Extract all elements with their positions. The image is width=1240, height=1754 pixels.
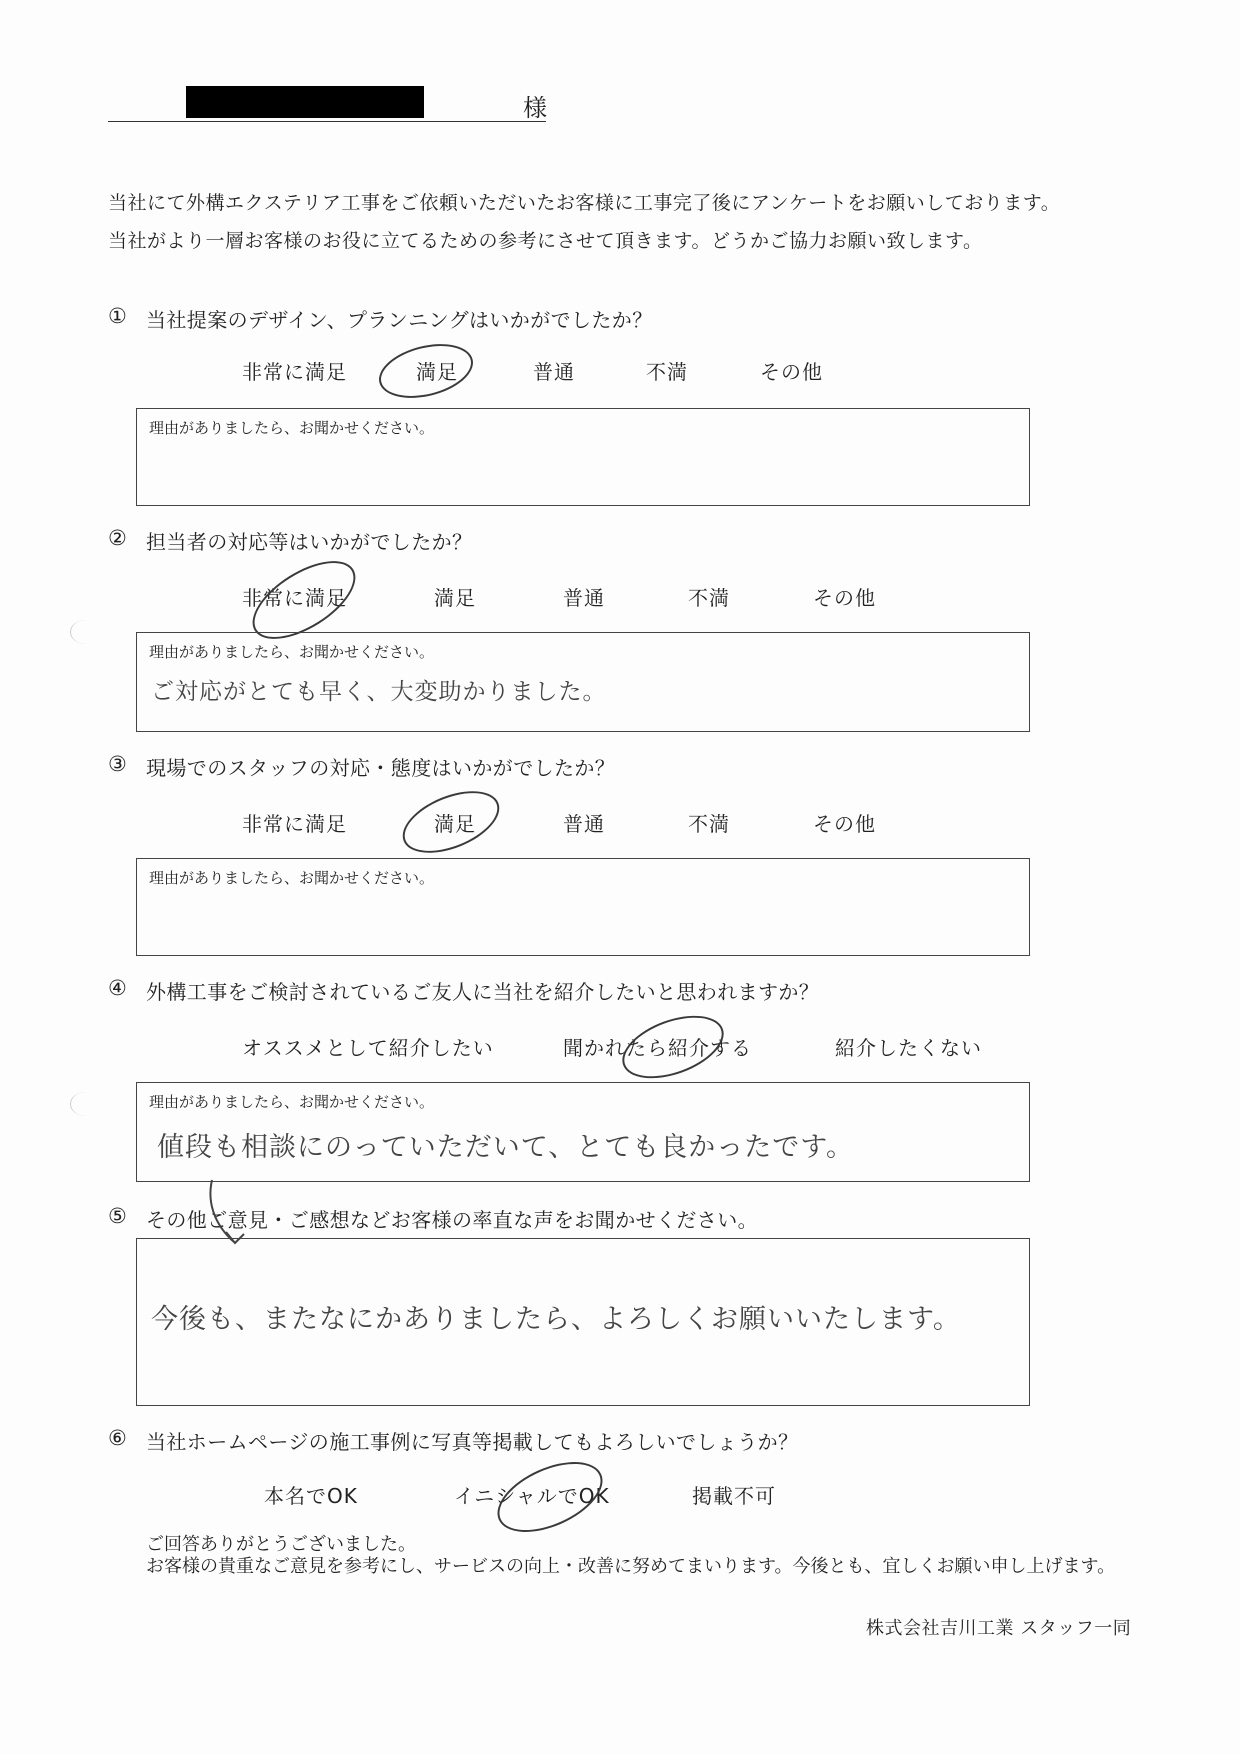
q3-question: 現場でのスタッフの対応・態度はいかがでしたか？ xyxy=(146,756,616,780)
q4-option-recommend[interactable]: オススメとして紹介したい xyxy=(242,1036,494,1060)
q6-option-initials[interactable]: イニシャルでOK xyxy=(454,1484,610,1508)
intro-line-2: 当社がより一層お客様のお役に立てるための参考にさせて頂きます。どうかご協力お願い致します。 xyxy=(108,230,983,252)
q1-selection-circle xyxy=(373,335,478,407)
closing-line-1: ご回答ありがとうございました。 xyxy=(146,1534,416,1555)
q3-reason-label: 理由がありましたら、お聞かせください。 xyxy=(149,869,435,887)
q5-question: その他ご意見・ご感想などお客様の率直な声をお聞かせください。 xyxy=(146,1208,758,1232)
q2-option-normal[interactable]: 普通 xyxy=(563,586,605,610)
q3-reason-box[interactable] xyxy=(136,858,1030,956)
q1-option-other[interactable]: その他 xyxy=(760,360,823,384)
scan-mark xyxy=(70,1092,101,1116)
q6-option-real-name[interactable]: 本名でOK xyxy=(264,1484,358,1508)
q1-option-dissatisfied[interactable]: 不満 xyxy=(646,360,688,384)
q2-option-satisfied[interactable]: 満足 xyxy=(434,586,476,610)
q2-option-very-satisfied[interactable]: 非常に満足 xyxy=(242,586,347,610)
q4-question: 外構工事をご検討されているご友人に当社を紹介したいと思われますか？ xyxy=(146,980,820,1004)
q3-option-satisfied[interactable]: 満足 xyxy=(434,812,476,836)
q4-reason-label: 理由がありましたら、お聞かせください。 xyxy=(149,1093,435,1111)
intro-line-1: 当社にて外構エクステリア工事をご依頼いただいたお客様に工事完了後にアンケートをお願いしております。 xyxy=(108,192,1061,214)
q6-number: ⑥ xyxy=(108,1426,127,1450)
q5-number: ⑤ xyxy=(108,1204,127,1228)
q3-option-normal[interactable]: 普通 xyxy=(563,812,605,836)
q2-reason-answer: ご対応がとても早く、大変助かりました。 xyxy=(151,679,607,705)
q4-reason-answer: 値段も相談にのっていただいて、とても良かったです。 xyxy=(157,1132,855,1163)
q4-number: ④ xyxy=(108,976,127,1000)
q5-comment-box[interactable] xyxy=(136,1238,1030,1406)
scan-mark xyxy=(70,620,101,644)
q1-number: ① xyxy=(108,304,127,328)
honorific: 様 xyxy=(523,94,547,122)
q4-selection-circle xyxy=(614,1004,732,1091)
q1-reason-label: 理由がありましたら、お聞かせください。 xyxy=(149,419,435,437)
q3-option-other[interactable]: その他 xyxy=(813,812,876,836)
redacted-customer-name xyxy=(186,86,424,118)
q4-option-if-asked[interactable]: 聞かれたら紹介する xyxy=(563,1036,752,1060)
q1-option-satisfied[interactable]: 満足 xyxy=(416,360,458,384)
q3-number: ③ xyxy=(108,752,127,776)
q3-selection-circle xyxy=(394,779,508,865)
name-underline xyxy=(108,121,546,122)
q6-question: 当社ホームページの施工事例に写真等掲載してもよろしいでしょうか？ xyxy=(146,1430,799,1454)
handwritten-arrow xyxy=(204,1176,264,1256)
q6-option-not-allowed[interactable]: 掲載不可 xyxy=(692,1484,776,1508)
q2-option-other[interactable]: その他 xyxy=(813,586,876,610)
closing-line-2: お客様の貴重なご意見を参考にし、サービスの向上・改善に努めてまいります。今後とも、宜しくお願い申し上げます。 xyxy=(146,1556,1116,1577)
q1-option-very-satisfied[interactable]: 非常に満足 xyxy=(242,360,347,384)
q2-number: ② xyxy=(108,526,127,550)
q2-reason-box[interactable] xyxy=(136,632,1030,732)
q1-reason-box[interactable] xyxy=(136,408,1030,506)
q4-reason-box[interactable] xyxy=(136,1082,1030,1182)
q2-reason-label: 理由がありましたら、お聞かせください。 xyxy=(149,643,435,661)
q3-option-very-satisfied[interactable]: 非常に満足 xyxy=(242,812,347,836)
q3-option-dissatisfied[interactable]: 不満 xyxy=(688,812,730,836)
company-signature: 株式会社吉川工業 スタッフ一同 xyxy=(866,1618,1132,1639)
q4-option-no-recommend[interactable]: 紹介したくない xyxy=(835,1036,982,1060)
q2-option-dissatisfied[interactable]: 不満 xyxy=(688,586,730,610)
q1-option-normal[interactable]: 普通 xyxy=(533,360,575,384)
q5-comment-answer: 今後も、またなにかありましたら、よろしくお願いいたします。 xyxy=(151,1304,961,1335)
q1-question: 当社提案のデザイン、プランニングはいかがでしたか？ xyxy=(146,308,653,332)
q2-question: 担当者の対応等はいかがでしたか？ xyxy=(146,530,473,554)
q6-selection-circle xyxy=(487,1448,613,1547)
